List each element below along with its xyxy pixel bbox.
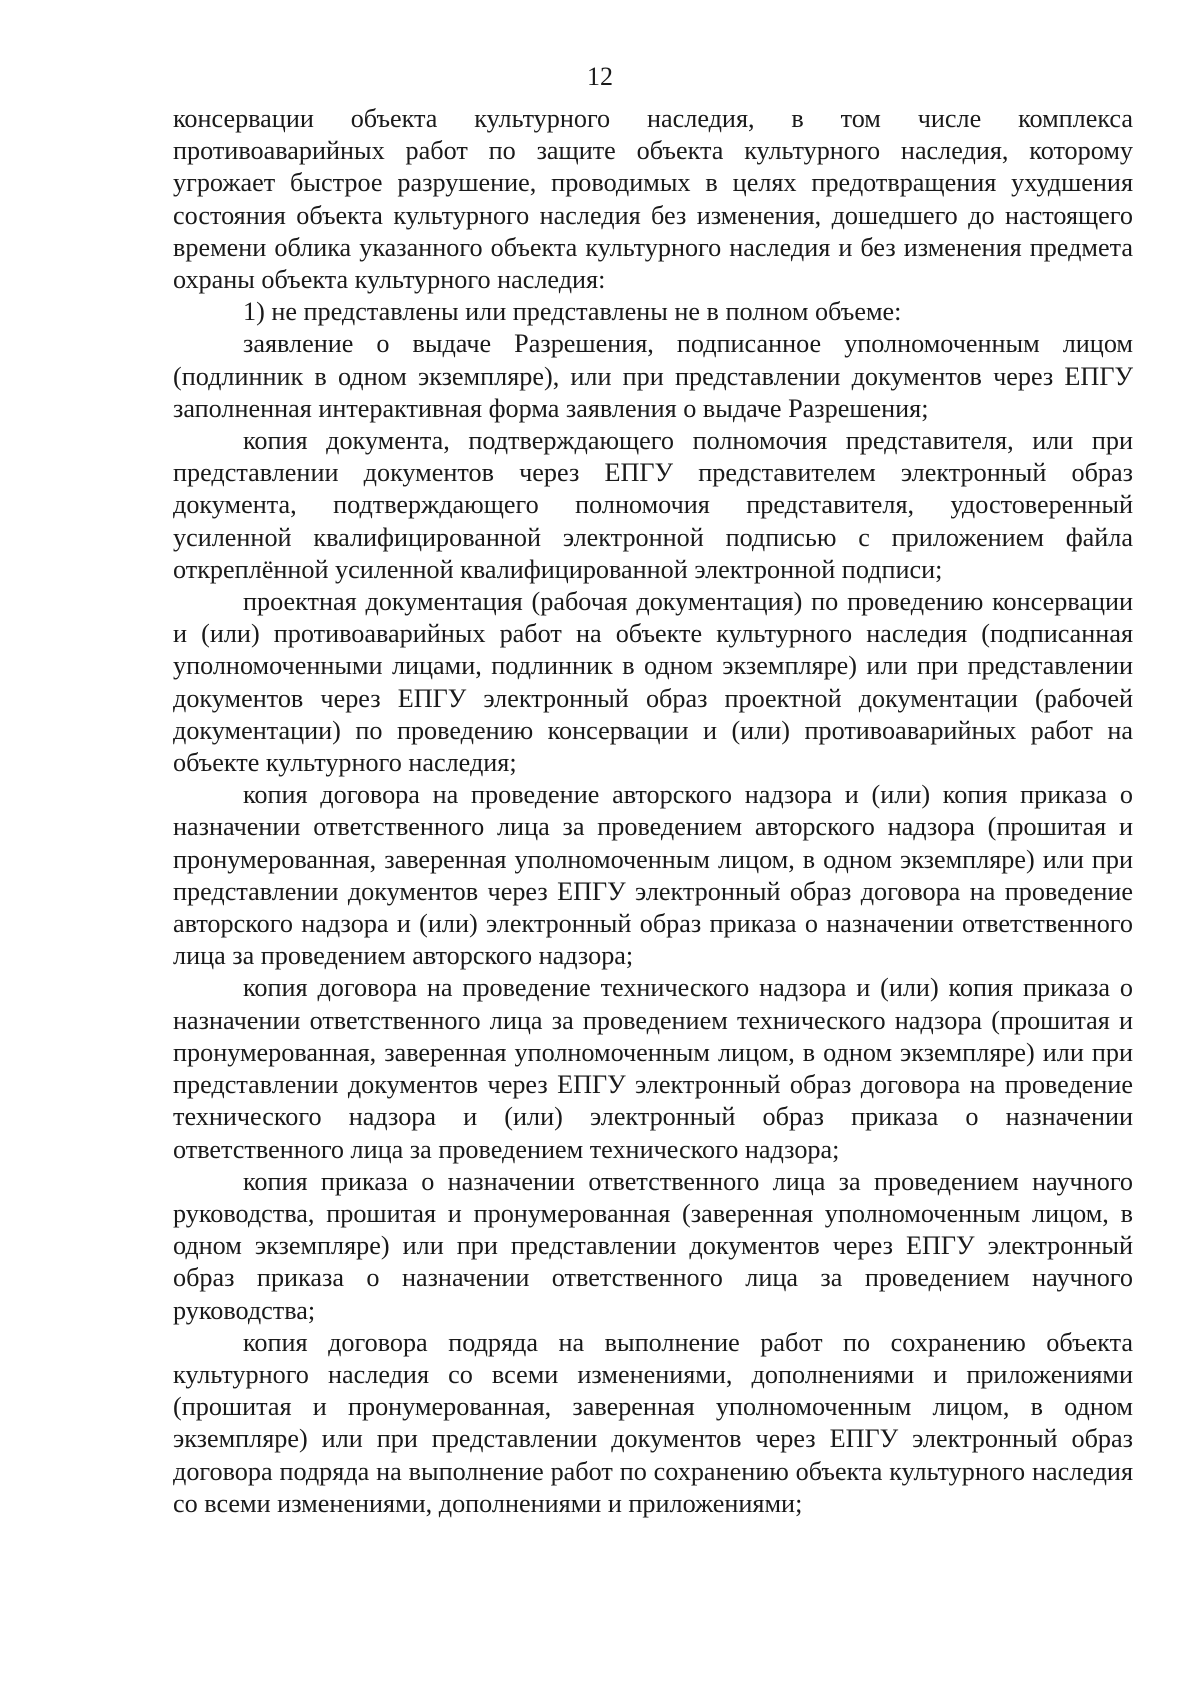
paragraph-application: заявление о выдаче Разрешения, подписанное уполномоченным лицом (подлинник в одном экземпляре), или при представлении документов через ЕПГУ заполненная интерактивная форма заявления о выдаче Разрешения; (173, 329, 1133, 423)
document-body (173, 103, 1133, 1520)
paragraph-project-documentation: проектная документация (рабочая документация) по проведению консервации и (или) противоаварийных работ на объекте культурного наследия (подписанная уполномоченными лицами, подлинник в одном экземпляре) или при представлении документов через ЕПГУ электронный образ проектной документации (рабочей документации) по проведению консервации и (или) противоаварийных работ на объекте культурного наследия; (173, 587, 1133, 778)
paragraph-item-1-heading: 1) не представлены или представлены не в полном объеме: (243, 297, 902, 327)
paragraph-scientific-management: копия приказа о назначении ответственного лица за проведением научного руководства, прошитая и пронумерованная (заверенная уполномоченным лицом, в одном экземпляре) или при представлении документов через ЕПГУ электронный образ приказа о назначении ответственного лица за проведением научного руководства; (173, 1166, 1133, 1325)
paragraph-technical-supervision: копия договора на проведение технического надзора и (или) копия приказа о назначении ответственного лица за проведением технического надзора (прошитая и пронумерованная, заверенная уполномоченным лицом, в одном экземпляре) или при представлении документов через ЕПГУ электронный образ договора на проведение технического надзора и (или) электронный образ приказа о назначении ответственного лица за проведением технического надзора; (173, 973, 1133, 1164)
paragraph-author-supervision: копия договора на проведение авторского надзора и (или) копия приказа о назначении ответственного лица за проведением авторского надзора (прошитая и пронумерованная, заверенная уполномоченным лицом, в одном экземпляре) или при представлении документов через ЕПГУ электронный образ договора на проведение авторского надзора и (или) электронный образ приказа о назначении ответственного лица за проведением авторского надзора; (173, 780, 1133, 971)
page-number: 12 (587, 62, 613, 91)
paragraph-power-of-attorney: копия документа, подтверждающего полномочия представителя, или при представлении документов через ЕПГУ представителем электронный образ документа, подтверждающего полномочия представителя, удостоверенный усиленной квалифицированной электронной подписью с приложением файла откреплённой усиленной квалифицированной электронной подписи; (173, 426, 1133, 584)
paragraph-continuation: консервации объекта культурного наследия, в том числе комплекса противоаварийных работ по защите объекта культурного наследия, которому угрожает быстрое разрушение, проводимых в целях предотвращения ухудшения состояния объекта культурного наследия без изменения, дошедшего до настоящего времени облика указанного объекта культурного наследия и без изменения предмета охраны объекта культурного наследия: (173, 104, 1133, 295)
paragraph-contract: копия договора подряда на выполнение работ по сохранению объекта культурного наследия со всеми изменениями, дополнениями и приложениями (прошитая и пронумерованная, заверенная уполномоченным лицом, в одном экземпляре) или при представлении документов через ЕПГУ электронный образ договора подряда на выполнение работ по сохранению объекта культурного наследия со всеми изменениями, дополнениями и приложениями; (173, 1327, 1133, 1518)
